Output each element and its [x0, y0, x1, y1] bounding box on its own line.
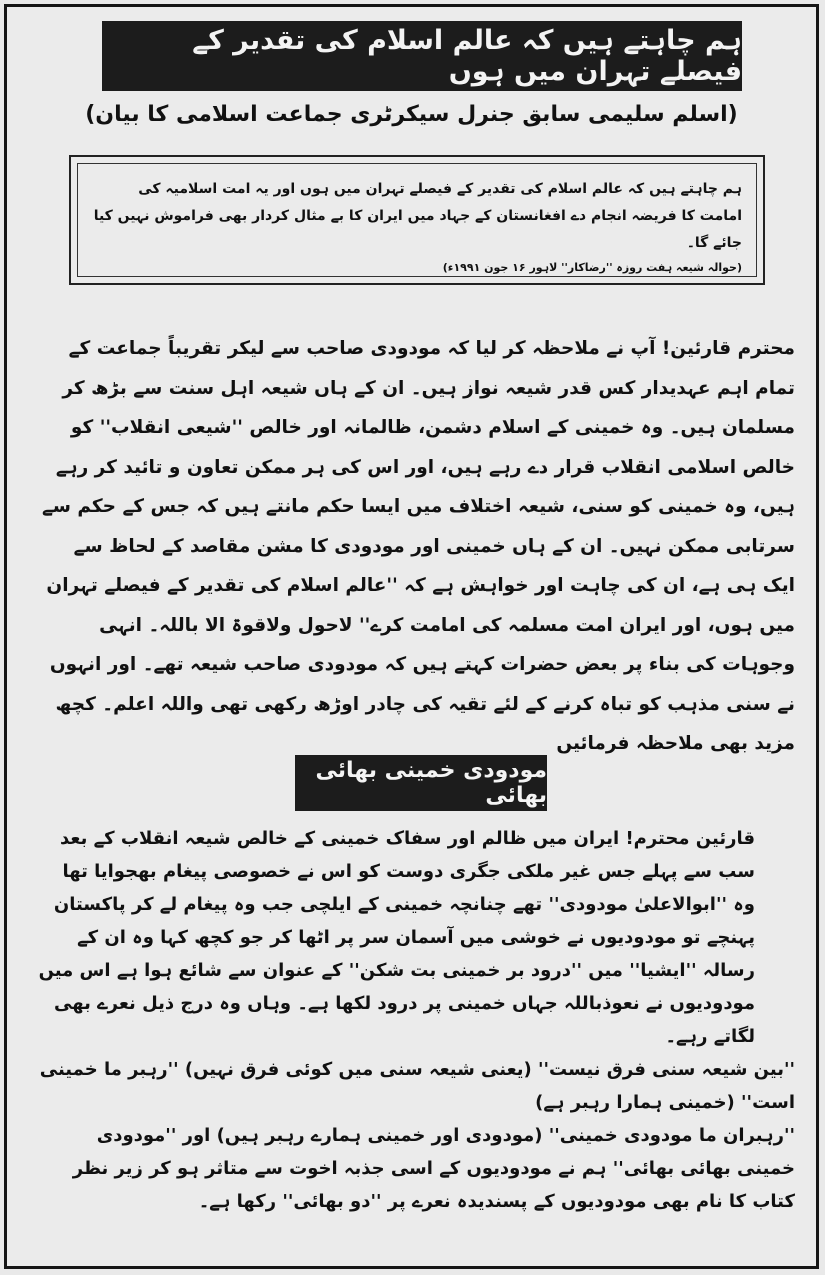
paragraph-1-text: محترم قارئین! آپ نے ملاحظہ کر لیا کہ مودودی صاحب سے لیکر تقریباً جماعت کے تمام اہم عہدیدار کس قدر شیعہ نواز ہیں۔ ان کے ہاں شیعہ اہل سنت سے بڑھ کر مسلمان ہیں۔ وہ خمینی کے اسلام دشمن، ظالمانہ اور خالص ''شیعی انقلاب'' کو خالص اسلامی انقلاب قرار دے رہے ہیں، اور اس کی ہر ممکن تعاون و تائید کر رہے ہیں، وہ خمینی کو سنی، شیعہ اختلاف میں ایسا حکم مانتے ہیں کہ جس کے حکم سے سرتابی ممکن نہیں۔ ان کے ہاں خمینی اور مودودی کا مشن مقاصد کے لحاظ سے ایک ہی ہے، ان کی چاہت اور خواہش ہے کہ ''عالم اسلام کی تقدیر کے فیصلے تہران میں ہوں، اور ایران امت مسلمہ کی امامت کرے'' لاحول ولاقوۃ الا باللہ۔ انہی وجوہات کی بناء پر بعض حضرات کہتے ہیں کہ مودودی صاحب شیعہ تھے۔ اور انہوں نے سنی مذہب کو تباہ کرنے کے لئے تقیہ کی چادر اوڑھ رکھی تھی واللہ اعلم۔ کچھ مزید بھی ملاحظہ فرمائیں [41, 338, 795, 754]
document-page [4, 4, 819, 1269]
paragraph-2-slogans-1: ''بین شیعہ سنی فرق نیست'' (یعنی شیعہ سنی میں کوئی فرق نہیں) ''رہبر ما خمینی است'' (خمینی ہمارا رہبر ہے) [39, 1059, 795, 1113]
body-paragraph-1 [35, 329, 795, 764]
page-subtitle: (اسلم سلیمی سابق جنرل سیکرٹری جماعت اسلامی کا بیان) [85, 102, 738, 127]
quote-text: ہم چاہتے ہیں کہ عالم اسلام کی تقدیر کے فیصلے تہران میں ہوں اور یہ امت اسلامیہ کی امامت کا فریضہ انجام دے افغانستان کے جہاد میں ایران کا بے مثال کردار بھی فراموش نہیں کیا جائے گا۔ [93, 181, 742, 251]
quote-box [69, 155, 765, 285]
paragraph-2-slogans-2: ''رہبران ما مودودی خمینی'' (مودودی اور خمینی ہمارے رہبر ہیں) اور ''مودودی خمینی بھائی بھائی'' ہم نے مودودیوں کے اسی جذبہ اخوت سے متاثر ہو کر زیر نظر کتاب کا نام بھی مودودیوں کے پسندیدہ نعرے پر ''دو بھائی'' رکھا ہے۔ [72, 1125, 795, 1212]
quote-reference: (حوالہ شیعہ ہفت روزہ ''رضاکار'' لاہور ۱۶ جون ۱۹۹۱ء) [442, 261, 742, 274]
quote-inner-frame [77, 163, 757, 277]
body-paragraph-2 [35, 822, 795, 1218]
paragraph-2-intro: قارئین محترم! ایران میں ظالم اور سفاک خمینی کے خالص شیعہ انقلاب کے بعد سب سے پہلے جس غیر ملکی جگری دوست کو اس نے خصوصی پیغام بھجوایا تھا وہ ''ابوالاعلیٰ مودودی'' تھے چنانچہ خمینی کے ایلچی جب وہ پیغام لے کر پاکستان پہنچے تو مودودیوں نے خوشی میں آسمان سر پر اٹھا کر جو کچھ کہا وہ ان کے رسالہ ''ایشیا'' میں ''درود بر خمینی بت شکن'' کے عنوان سے شائع ہوا ہے اس میں مودودیوں نے نعوذباللہ جہاں خمینی پر درود لکھا ہے۔ وہاں وہ درج ذیل نعرے بھی لگاتے رہے۔ [38, 828, 755, 1047]
page-title: ہم چاہتے ہیں کہ عالم اسلام کی تقدیر کے فیصلے تہران میں ہوں [102, 21, 742, 91]
section-heading: مودودی خمینی بھائی بھائی [295, 755, 547, 811]
